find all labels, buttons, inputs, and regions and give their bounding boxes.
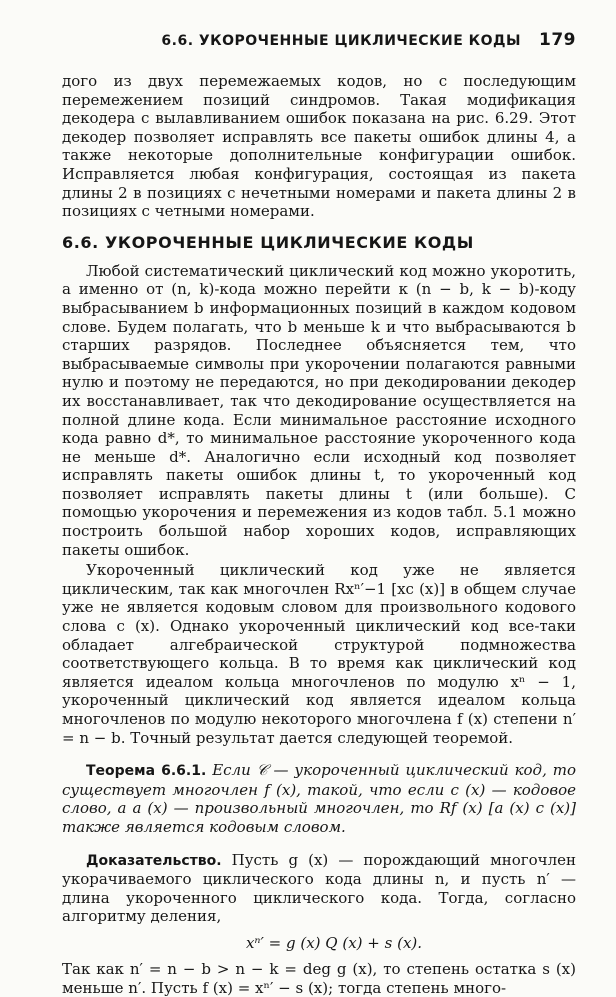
running-title: 6.6. УКОРОЧЕННЫЕ ЦИКЛИЧЕСКИЕ КОДЫ [161, 33, 521, 49]
proof-text: Пусть g (x) — порождающий многочлен укорачиваемого циклического кода длины n, и пусть n′ — длина укороченного циклического кода. Тогда, согласно алгоритму деления, [62, 850, 576, 926]
theorem-label: Теорема 6.6.1. [86, 763, 207, 780]
theorem-text: Если 𝒞 — укороченный циклический код, то существует многочлен f (x), такой, что если c (x) — кодовое слово, a a (x) — произвольный многочлен, то Rf (x) [a (x) c (x)] также является кодовым словом. [62, 761, 576, 836]
intro-paragraph: дого из двух перемежаемых кодов, но с последующим перемежением позиций синдромов. Такая модификация декодера с вылавливанием ошибок показана на рис. 6.29. Этот декодер позволяет исправлять все пакеты ошибок длины 4, а также некоторые дополнительные конфигурации ошибок. Исправляется любая конфигурация, состоящая из пакета длины 2 в позициях с нечетными номерами и пакета длины 2 в позициях с четными номерами. [62, 72, 576, 221]
final-paragraph: Так как n′ = n − b > n − k = deg g (x), то степень остатка s (x) меньше n′. Пусть f (x) = xⁿ′ − s (x); тогда степень много- [62, 959, 576, 997]
running-head [62, 30, 576, 54]
theorem-block [62, 761, 576, 836]
page-number: 179 [539, 30, 576, 50]
proof-block [62, 851, 576, 926]
section-heading: 6.6. УКОРОЧЕННЫЕ ЦИКЛИЧЕСКИЕ КОДЫ [62, 232, 474, 252]
division-formula: xⁿ′ = g (x) Q (x) + s (x). [245, 933, 423, 952]
proof-label: Доказательство. [86, 852, 222, 869]
paragraph-shortening: Любой систематический циклический код можно укоротить, а именно от (n, k)-кода можно перейти к (n − b, k − b)-коду выбрасыванием b информационных позиций в каждом кодовом слове. Будем полагать, что b меньше k и что выбрасываются b старших разрядов. Последнее объясняется тем, что выбрасываемые символы при укорочении полагаются равными нулю и поэтому не передаются, но при декодировании декодер их восстанавливает, так что декодирование осуществляется на полной длине кода. Если минимальное расстояние исходного кода равно d*, то минимальное расстояние укороченного кода не меньше d*. Аналогично если исходный код позволяет исправлять пакеты ошибок длины t, то укороченный код позволяет исправлять пакеты длины t (или больше). С помощью укорочения и перемежения из кодов табл. 5.1 можно построить большой набор хороших кодов, исправляющих пакеты ошибок. [62, 261, 576, 559]
paragraph-algebraic-structure: Укороченный циклический код уже не является циклическим, так как многочлен Rxⁿ′−1 [xc (x)] в общем случае уже не является кодовым словом для произвольного кодового слова c (x). Однако укороченный циклический код все-таки обладает алгебраической структурой подмножества соответствующего кольца. В то время как циклический код является идеалом кольца многочленов по модулю xⁿ − 1, укороченный циклический код является идеалом кольца многочленов по модулю некоторого многочлена f (x) степени n′ = n − b. Точный результат дается следующей теоремой. [62, 561, 576, 747]
